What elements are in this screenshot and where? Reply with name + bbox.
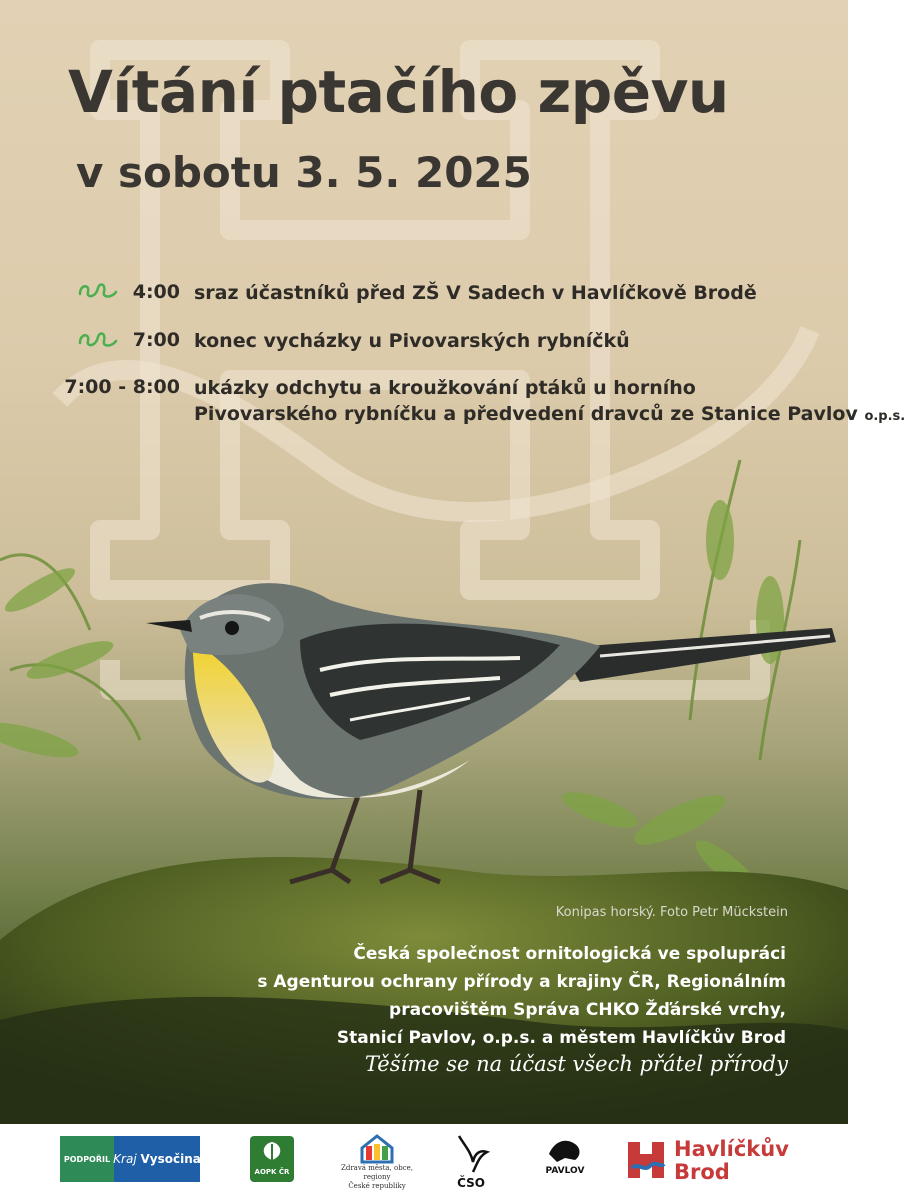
organizers-line: pracovištěm Správa CHKO Žďárské vrchy,	[389, 1000, 786, 1020]
hb-name: Havlíčkův Brod	[674, 1137, 789, 1184]
schedule-text-3-line2: Pivovarského rybníčku a předvedení dravců ze Stanice Pavlov o.p.s.	[194, 403, 905, 425]
schedule-time-3: 7:00 - 8:00	[64, 376, 180, 398]
cso-label: ČSO	[457, 1176, 485, 1190]
stanice-pavlov-logo	[538, 1134, 592, 1190]
raptor-icon	[545, 1134, 585, 1166]
supported-label: PODPOŘIL	[60, 1136, 114, 1182]
aopk-label: AOPK ČR	[254, 1168, 290, 1176]
wagtail-bird	[146, 583, 836, 882]
cso-logo	[448, 1132, 494, 1192]
organizers-line: Česká společnost ornitologická ve spolupráci	[353, 944, 786, 964]
schedule-time-2: 7:00	[132, 329, 180, 351]
schedule-time-1: 4:00	[132, 281, 180, 303]
leaf-icon	[250, 1136, 294, 1166]
zdrava-line-1: Zdravá města, obce, regiony	[340, 1164, 413, 1181]
zdrava-mesta-logo	[332, 1134, 422, 1190]
tagline: Těšíme se na účast všech přátel přírody	[364, 1052, 788, 1076]
havlickuv-brod-logo	[624, 1138, 794, 1186]
organizers-line: s Agenturou ochrany přírody a krajiny ČR, Regionálním	[257, 972, 786, 992]
photo-caption: Konipas horský. Foto Petr Mückstein	[555, 905, 788, 920]
schedule-text-1: sraz účastníků před ZŠ V Sadech v Havlíčkově Brodě	[194, 282, 757, 304]
bird-icon	[451, 1132, 491, 1176]
event-date: v sobotu 3. 5. 2025	[76, 148, 532, 197]
page-title: Vítání ptačího zpěvu	[68, 58, 729, 126]
organizers-line: Stanicí Pavlov, o.p.s. a městem Havlíčkův Brod	[336, 1028, 786, 1048]
organizers-text	[257, 940, 786, 1052]
schedule-text-3	[194, 375, 905, 430]
aopk-logo	[250, 1136, 294, 1182]
schedule-text-3-line1: ukázky odchytu a kroužkování ptáků u horního	[194, 377, 696, 399]
house-icon	[360, 1134, 394, 1164]
pavlov-label: PAVLOV	[545, 1166, 585, 1176]
zdrava-line-2: České republiky	[348, 1182, 406, 1190]
sponsor-logos	[0, 1124, 848, 1200]
kraj-vysocina-name: Kraj Vysočina	[114, 1136, 200, 1182]
schedule-text-2: konec vycházky u Pivovarských rybníčků	[194, 330, 630, 352]
hb-h-icon	[624, 1138, 668, 1184]
kraj-vysocina-logo	[60, 1136, 200, 1182]
